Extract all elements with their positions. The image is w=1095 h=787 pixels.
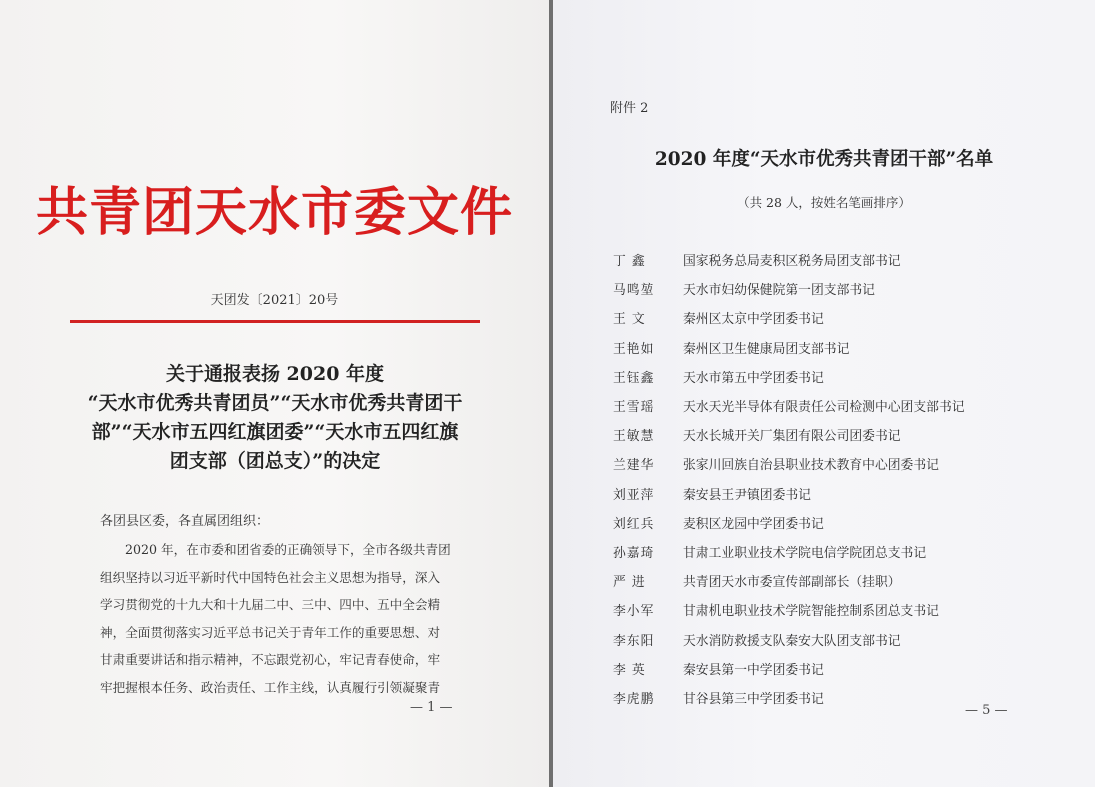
honoree-position: 张家川回族自治县职业技术教育中心团委书记 bbox=[683, 458, 939, 474]
honoree-name: 刘亚萍 bbox=[613, 487, 655, 503]
honoree-position: 秦州区卫生健康局团支部书记 bbox=[683, 341, 850, 357]
body-line: 学习贯彻党的十九大和十九届二中、三中、四中、五中全会精 bbox=[100, 597, 441, 612]
document-page-5 bbox=[553, 0, 1095, 787]
list-item bbox=[613, 508, 965, 537]
title-line: 关于通报表扬 2020 年度 bbox=[165, 363, 385, 385]
honoree-position: 秦安县第一中学团委书记 bbox=[683, 662, 824, 678]
list-title: 2020 年度“天水市优秀共青团干部”名单 bbox=[654, 149, 994, 170]
honoree-name: 马鸣堃 bbox=[613, 283, 655, 299]
honoree-name: 王 文 bbox=[613, 312, 646, 328]
body-line: 神，全面贯彻落实习近平总书记关于青年工作的重要思想、对 bbox=[100, 624, 441, 640]
red-header-title: 共青团天水市委文件 bbox=[35, 182, 513, 243]
honoree-name: 兰建华 bbox=[613, 458, 655, 474]
list-item bbox=[613, 274, 965, 303]
honoree-position: 甘谷县第三中学团委书记 bbox=[683, 691, 824, 707]
honoree-position: 天水市妇幼保健院第一团支部书记 bbox=[683, 283, 875, 299]
list-item bbox=[613, 333, 965, 362]
decision-title bbox=[60, 360, 490, 476]
body-line: 2020 年，在市委和团省委的正确领导下，全市各级共青团 bbox=[125, 542, 451, 557]
title-line: “天水市优秀共青团员”“天水市优秀共青团干 bbox=[87, 392, 463, 414]
honoree-name: 孙嘉琦 bbox=[613, 545, 655, 561]
list-item bbox=[613, 449, 965, 478]
list-item bbox=[613, 595, 965, 624]
honoree-name: 李东阳 bbox=[613, 633, 655, 649]
body-line: 组织坚持以习近平新时代中国特色社会主义思想为指导，深入 bbox=[100, 569, 441, 585]
honoree-name: 丁 鑫 bbox=[613, 254, 646, 270]
honoree-position: 麦积区龙园中学团委书记 bbox=[683, 516, 824, 532]
honoree-list bbox=[613, 245, 965, 712]
list-item bbox=[613, 683, 965, 712]
list-item bbox=[613, 303, 965, 332]
honoree-position: 天水天光半导体有限责任公司检测中心团支部书记 bbox=[683, 400, 965, 416]
honoree-position: 天水消防救援支队秦安大队团支部书记 bbox=[683, 633, 901, 649]
body-line: 牢把握根本任务、政治责任、工作主线，认真履行引领凝聚青 bbox=[100, 679, 441, 695]
honoree-position: 共青团天水市委宣传部副部长（挂职） bbox=[683, 575, 901, 591]
list-item bbox=[613, 654, 965, 683]
title-line: 部”“天水市五四红旗团委”“天水市五四红旗 bbox=[91, 421, 459, 443]
honoree-name: 王雪瑶 bbox=[613, 400, 655, 416]
body-line: 甘肃重要讲话和指示精神，不忘跟党初心，牢记青春使命，牢 bbox=[100, 652, 441, 667]
honoree-position: 甘肃工业职业技术学院电信学院团总支书记 bbox=[683, 545, 927, 561]
honoree-name: 王艳如 bbox=[613, 341, 655, 357]
honoree-name: 李 英 bbox=[613, 662, 646, 678]
honoree-name: 李小军 bbox=[613, 604, 655, 620]
list-item bbox=[613, 624, 965, 653]
list-item bbox=[613, 479, 965, 508]
honoree-position: 天水市第五中学团委书记 bbox=[683, 370, 824, 386]
document-number: 天团发〔2021〕20号 bbox=[210, 293, 339, 308]
list-subtitle: （共 28 人，按姓名笔画排序） bbox=[737, 195, 911, 210]
honoree-position: 国家税务总局麦积区税务局团支部书记 bbox=[683, 254, 901, 270]
honoree-name: 刘红兵 bbox=[613, 516, 655, 532]
honoree-position: 秦州区太京中学团委书记 bbox=[683, 312, 824, 328]
body-paragraph bbox=[100, 536, 480, 701]
list-item bbox=[613, 245, 965, 274]
honoree-position: 天水长城开关厂集团有限公司团委书记 bbox=[683, 429, 901, 445]
list-item bbox=[613, 537, 965, 566]
red-divider-line bbox=[70, 320, 480, 323]
honoree-name: 严 进 bbox=[613, 575, 646, 591]
salutation: 各团县区委，各直属团组织： bbox=[100, 514, 270, 529]
list-item bbox=[613, 420, 965, 449]
honoree-position: 秦安县王尹镇团委书记 bbox=[683, 487, 811, 503]
honoree-position: 甘肃机电职业技术学院智能控制系团总支书记 bbox=[683, 604, 939, 620]
list-item bbox=[613, 391, 965, 420]
attachment-label: 附件 2 bbox=[610, 101, 649, 116]
page-number: — 1 — bbox=[410, 700, 453, 715]
honoree-name: 王钰鑫 bbox=[613, 370, 655, 386]
honoree-name: 王敏慧 bbox=[613, 429, 655, 445]
title-line: 团支部（团总支）”的决定 bbox=[169, 450, 381, 472]
list-item bbox=[613, 566, 965, 595]
honoree-name: 李虎鹏 bbox=[613, 691, 655, 707]
page-number: — 5 — bbox=[965, 703, 1008, 718]
list-item bbox=[613, 362, 965, 391]
